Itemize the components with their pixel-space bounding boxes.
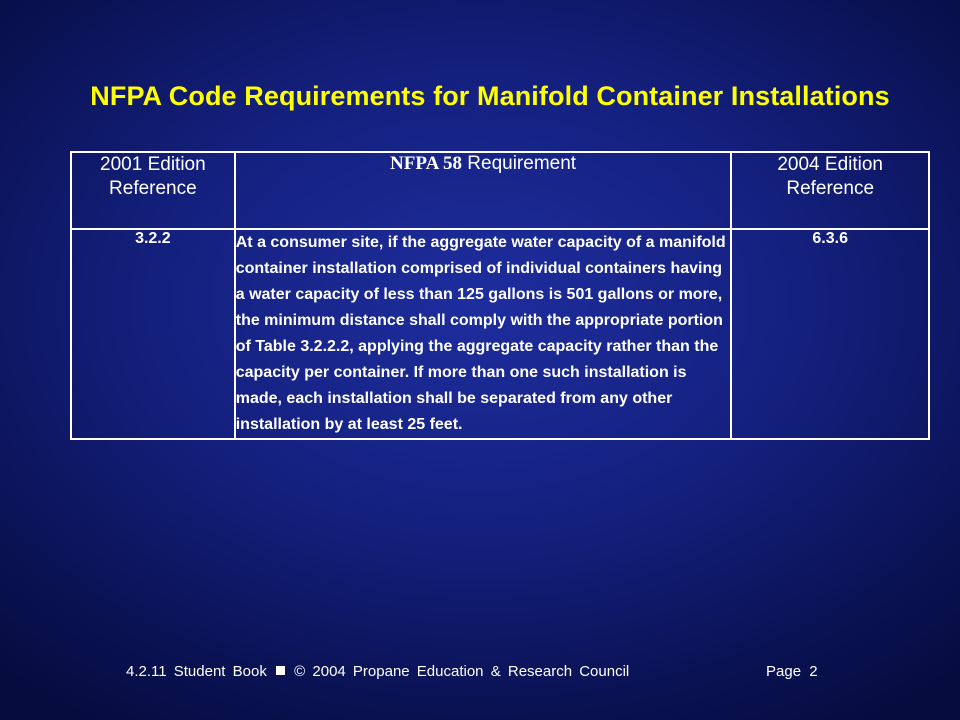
footer-book: 4.2.11 Student Book bbox=[126, 663, 267, 680]
requirements-table bbox=[70, 151, 930, 440]
table-header-row bbox=[71, 152, 929, 229]
footer-copyright: © 2004 Propane Education & Research Council bbox=[294, 663, 630, 680]
ref-2004-cell: 6.3.6 bbox=[731, 229, 929, 439]
table-row bbox=[71, 229, 929, 439]
footer-credit bbox=[126, 663, 629, 680]
slide-title: NFPA Code Requirements for Manifold Container Installations bbox=[90, 81, 890, 111]
ref-2001-cell: 3.2.2 bbox=[71, 229, 235, 439]
header-requirement-label: Requirement bbox=[462, 153, 577, 174]
requirement-text-cell: At a consumer site, if the aggregate water capacity of a manifold container installation comprised of individual containers having a water capacity of less than 125 gallons is 501 gallons or more, the minimum distance shall comply with the appropriate portion of Table 3.2.2.2, applying the aggregate capacity rather than the capacity per container. If more than one such installation is made, each installation shall be separated from any other installation by at least 25 feet. bbox=[235, 229, 732, 439]
page-number: Page 2 bbox=[766, 663, 818, 680]
square-bullet-icon bbox=[276, 666, 285, 675]
header-2001-edition: 2001 Edition Reference bbox=[71, 152, 235, 229]
header-requirement bbox=[235, 152, 732, 229]
header-2004-edition: 2004 Edition Reference bbox=[731, 152, 929, 229]
header-nfpa58: NFPA 58 bbox=[390, 153, 462, 174]
